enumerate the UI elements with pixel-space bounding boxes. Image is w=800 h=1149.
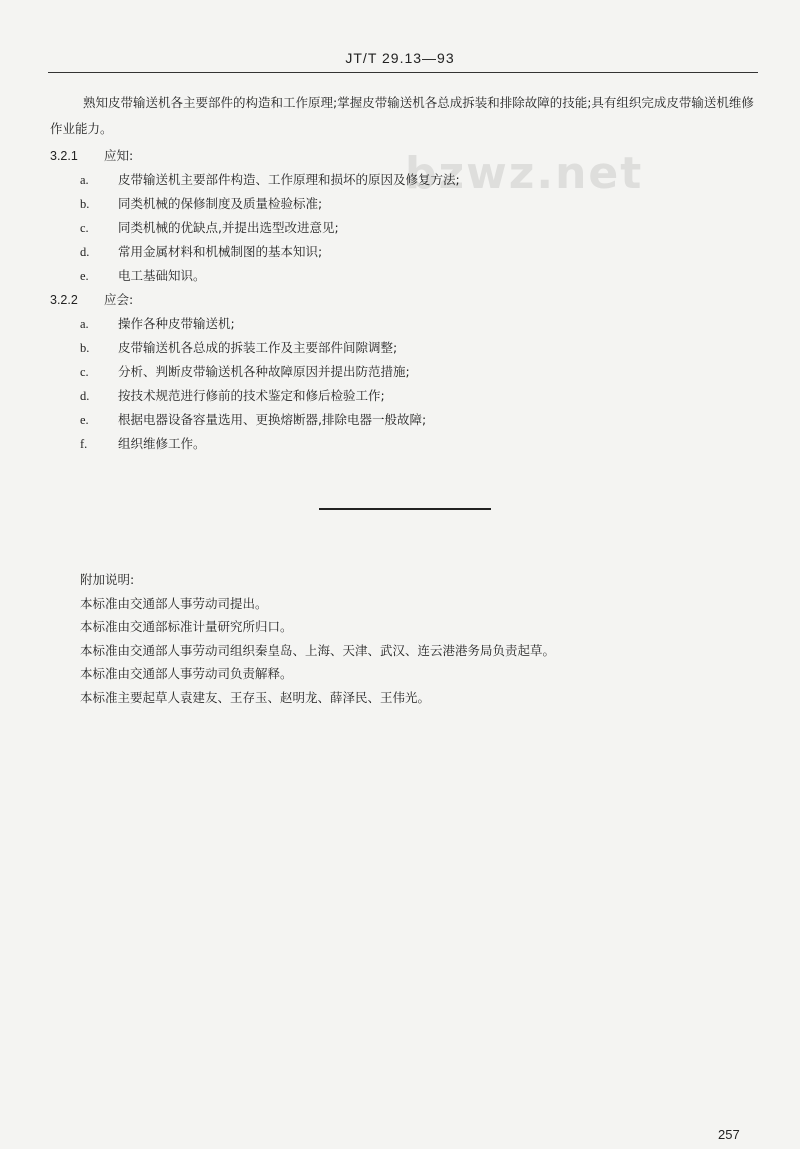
item-letter: b. xyxy=(80,341,90,355)
item-text: 分析、判断皮带输送机各种故障原因并提出防范措施; xyxy=(117,364,410,379)
list-item xyxy=(80,218,339,236)
item-text: 同类机械的保修制度及质量检验标准; xyxy=(117,196,323,211)
section-title: 应知: xyxy=(103,148,134,163)
list-item xyxy=(80,194,322,212)
notes-line: 本标准由交通部标准计量研究所归口。 xyxy=(80,619,293,634)
list-item xyxy=(80,338,397,356)
item-letter: b. xyxy=(80,197,90,211)
list-item xyxy=(80,314,235,332)
header-rule xyxy=(48,72,758,73)
item-letter: d. xyxy=(80,389,90,403)
item-letter: a. xyxy=(80,317,89,331)
section-heading xyxy=(50,146,133,164)
item-letter: c. xyxy=(80,221,89,235)
list-item xyxy=(80,242,322,260)
section-title: 应会: xyxy=(103,292,134,307)
item-text: 同类机械的优缺点,并提出选型改进意见; xyxy=(117,220,339,235)
item-text: 根据电器设备容量选用、更换熔断器,排除电器一般故障; xyxy=(117,412,427,427)
additional-notes xyxy=(80,568,555,709)
item-text: 常用金属材料和机械制图的基本知识; xyxy=(117,244,323,259)
item-letter: d. xyxy=(80,245,90,259)
item-text: 按技术规范进行修前的技术鉴定和修后检验工作; xyxy=(117,388,385,403)
intro-paragraph: 熟知皮带输送机各主要部件的构造和工作原理;掌握皮带输送机各总成拆装和排除故障的技能;具有组织完成皮带输送机维修作业能力。 xyxy=(50,95,754,136)
notes-line: 本标准主要起草人袁建友、王存玉、赵明龙、薛泽民、王伟光。 xyxy=(80,689,431,705)
item-letter: e. xyxy=(80,269,89,283)
list-item xyxy=(80,434,206,452)
list-item xyxy=(80,386,385,404)
item-text: 操作各种皮带输送机; xyxy=(117,316,235,331)
watermark: bzwz.net xyxy=(405,148,644,199)
list-item xyxy=(80,362,410,380)
section-heading xyxy=(50,290,133,308)
item-letter: a. xyxy=(80,173,89,187)
list-item xyxy=(80,170,460,188)
section-divider xyxy=(319,508,491,510)
item-letter: e. xyxy=(80,413,89,427)
item-text: 皮带输送机各总成的拆装工作及主要部件间隙调整; xyxy=(117,340,398,355)
notes-line: 本标准由交通部人事劳动司组织秦皇岛、上海、天津、武汉、连云港港务局负责起草。 xyxy=(80,642,556,658)
item-letter: c. xyxy=(80,365,89,379)
notes-heading: 附加说明: xyxy=(80,572,135,587)
section-number: 3.2.1 xyxy=(50,149,78,163)
page-number: 257 xyxy=(718,1127,740,1142)
item-text: 电工基础知识。 xyxy=(117,268,206,283)
list-item xyxy=(80,266,206,284)
standard-code: JT/T 29.13—93 xyxy=(345,50,455,66)
section-number: 3.2.2 xyxy=(50,293,78,307)
item-text: 皮带输送机主要部件构造、工作原理和损坏的原因及修复方法; xyxy=(117,172,460,187)
item-letter: f. xyxy=(80,437,88,451)
notes-line: 本标准由交通部人事劳动司负责解释。 xyxy=(80,666,293,681)
notes-line: 本标准由交通部人事劳动司提出。 xyxy=(80,595,268,611)
list-item xyxy=(80,410,426,428)
item-text: 组织维修工作。 xyxy=(117,436,206,451)
